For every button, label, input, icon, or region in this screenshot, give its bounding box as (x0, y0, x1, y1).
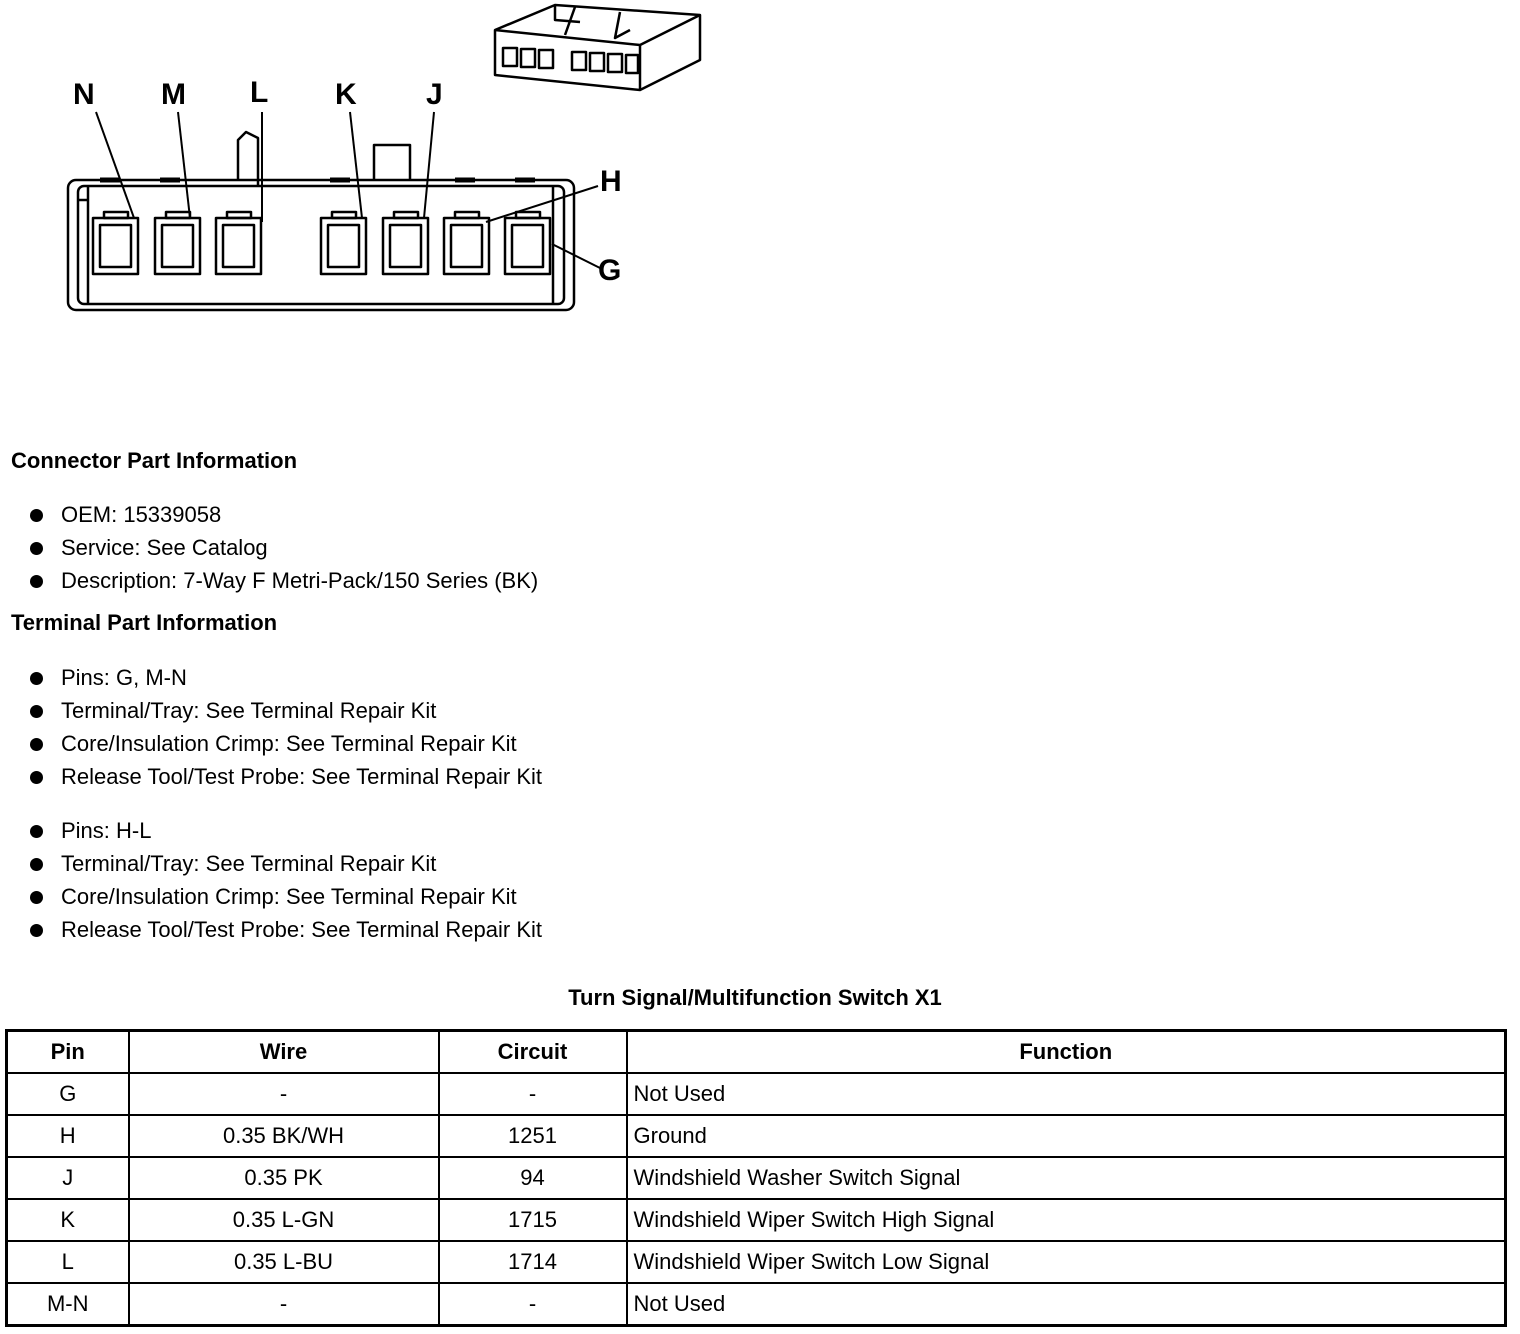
list-item: Description: 7-Way F Metri-Pack/150 Series (BK) (28, 564, 538, 597)
cell-wire: 0.35 PK (129, 1157, 439, 1199)
terminal-info-heading: Terminal Part Information (11, 610, 278, 635)
terminal-info-list-2 (28, 814, 542, 946)
pin-label-k: K (335, 78, 357, 111)
column-header-wire: Wire (129, 1031, 439, 1074)
cell-circuit: - (439, 1073, 627, 1115)
table-row (7, 1283, 1506, 1326)
list-item: Pins: H-L (28, 814, 542, 847)
pin-cavity-m (155, 212, 200, 274)
cell-pin: L (7, 1241, 129, 1283)
cell-function: Windshield Wiper Switch Low Signal (627, 1241, 1506, 1283)
cell-circuit: 1251 (439, 1115, 627, 1157)
list-item: Release Tool/Test Probe: See Terminal Repair Kit (28, 760, 542, 793)
connector-isometric-view (495, 5, 700, 90)
pin-cavity-l (216, 212, 261, 274)
pin-cavity-n (93, 212, 138, 274)
table-row (7, 1199, 1506, 1241)
cell-wire: - (129, 1073, 439, 1115)
connector-info-list (28, 498, 538, 597)
table-row (7, 1073, 1506, 1115)
cell-wire: 0.35 L-GN (129, 1199, 439, 1241)
cell-function: Not Used (627, 1073, 1506, 1115)
connector-info-heading: Connector Part Information (11, 448, 298, 473)
connector-diagram (0, 0, 720, 330)
pin-cavity-k (321, 212, 366, 274)
cell-circuit: 94 (439, 1157, 627, 1199)
cell-pin: K (7, 1199, 129, 1241)
list-item: Service: See Catalog (28, 531, 538, 564)
list-item: OEM: 15339058 (28, 498, 538, 531)
pinout-table (5, 1029, 1507, 1327)
table-title: Turn Signal/Multifunction Switch X1 (568, 985, 942, 1010)
pin-label-n: N (73, 78, 95, 111)
cell-function: Ground (627, 1115, 1506, 1157)
list-item: Terminal/Tray: See Terminal Repair Kit (28, 694, 542, 727)
table-header-row (7, 1031, 1506, 1074)
pin-label-l: L (250, 76, 269, 109)
table-row (7, 1241, 1506, 1283)
pin-label-g: G (598, 254, 622, 287)
cell-function: Windshield Washer Switch Signal (627, 1157, 1506, 1199)
pin-cavity-j (383, 212, 428, 274)
cell-wire: 0.35 L-BU (129, 1241, 439, 1283)
column-header-circuit: Circuit (439, 1031, 627, 1074)
cell-wire: 0.35 BK/WH (129, 1115, 439, 1157)
cell-wire: - (129, 1283, 439, 1326)
pin-cavity-g (505, 212, 550, 274)
list-item: Release Tool/Test Probe: See Terminal Repair Kit (28, 913, 542, 946)
terminal-info-list-1 (28, 661, 542, 793)
connector-face-view (68, 132, 574, 310)
cell-pin: J (7, 1157, 129, 1199)
list-item: Core/Insulation Crimp: See Terminal Repair Kit (28, 727, 542, 760)
cell-pin: H (7, 1115, 129, 1157)
pin-label-j: J (426, 78, 443, 111)
cell-function: Windshield Wiper Switch High Signal (627, 1199, 1506, 1241)
pin-label-m: M (161, 78, 186, 111)
table-row (7, 1157, 1506, 1199)
list-item: Terminal/Tray: See Terminal Repair Kit (28, 847, 542, 880)
cell-pin: G (7, 1073, 129, 1115)
cell-circuit: - (439, 1283, 627, 1326)
cell-circuit: 1715 (439, 1199, 627, 1241)
list-item: Pins: G, M-N (28, 661, 542, 694)
pin-cavity-h (444, 212, 489, 274)
column-header-function: Function (627, 1031, 1506, 1074)
table-row (7, 1115, 1506, 1157)
cell-circuit: 1714 (439, 1241, 627, 1283)
cell-function: Not Used (627, 1283, 1506, 1326)
leader-lines (96, 112, 600, 268)
pin-label-h: H (600, 165, 622, 198)
column-header-pin: Pin (7, 1031, 129, 1074)
cell-pin: M-N (7, 1283, 129, 1326)
list-item: Core/Insulation Crimp: See Terminal Repair Kit (28, 880, 542, 913)
